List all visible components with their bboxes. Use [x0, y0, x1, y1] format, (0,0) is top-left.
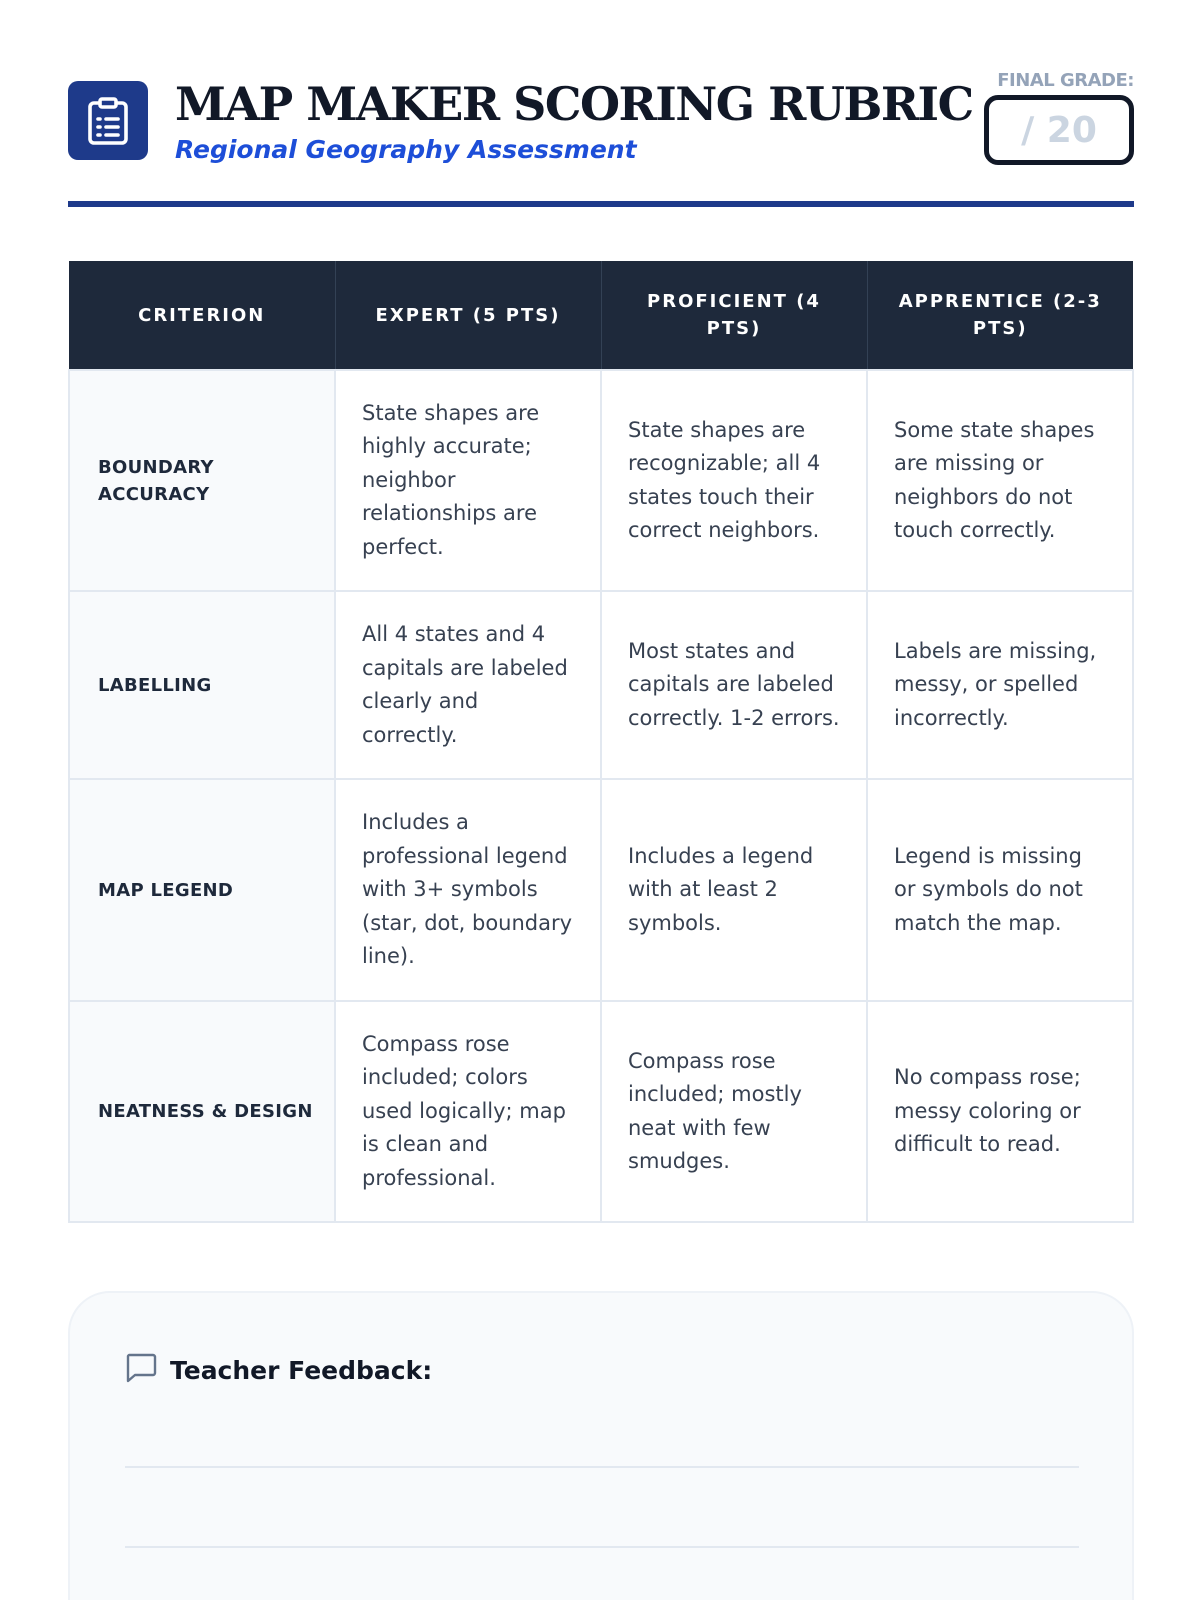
feedback-heading: [125, 1353, 432, 1387]
comment-icon: [125, 1353, 157, 1387]
criterion-cell: LABELLING: [69, 591, 335, 779]
criterion-cell: MAP LEGEND: [69, 779, 335, 1001]
feedback-line[interactable]: [125, 1546, 1079, 1548]
table-row: [69, 370, 1133, 591]
column-header-apprentice: APPRENTICE (2-3 PTS): [867, 261, 1133, 370]
apprentice-cell: Some state shapes are missing or neighbors do not touch correctly.: [867, 370, 1133, 591]
expert-cell: Compass rose included; colors used logically; map is clean and professional.: [335, 1001, 601, 1222]
criterion-cell: NEATNESS & DESIGN: [69, 1001, 335, 1222]
table-row: [69, 1001, 1133, 1222]
expert-cell: Includes a professional legend with 3+ symbols (star, dot, boundary line).: [335, 779, 601, 1001]
clipboard-list-icon: [68, 81, 148, 160]
rubric-table: [68, 261, 1134, 1223]
table-row: [69, 779, 1133, 1001]
expert-cell: State shapes are highly accurate; neighbor relationships are perfect.: [335, 370, 601, 591]
final-grade-label: FINAL GRADE:: [997, 70, 1134, 91]
column-header-criterion: CRITERION: [69, 261, 335, 370]
apprentice-cell: Legend is missing or symbols do not match the map.: [867, 779, 1133, 1001]
column-header-proficient: PROFICIENT (4 PTS): [601, 261, 867, 370]
feedback-line[interactable]: [125, 1466, 1079, 1468]
apprentice-cell: Labels are missing, messy, or spelled incorrectly.: [867, 591, 1133, 779]
page-subtitle: Regional Geography Assessment: [175, 135, 637, 164]
column-header-expert: EXPERT (5 PTS): [335, 261, 601, 370]
expert-cell: All 4 states and 4 capitals are labeled clearly and correctly.: [335, 591, 601, 779]
proficient-cell: Most states and capitals are labeled correctly. 1-2 errors.: [601, 591, 867, 779]
feedback-title: Teacher Feedback:: [170, 1355, 433, 1385]
criterion-cell: BOUNDARY ACCURACY: [69, 370, 335, 591]
header-divider: [68, 201, 1134, 207]
page-header: [68, 70, 1134, 178]
apprentice-cell: No compass rose; messy coloring or difficult to read.: [867, 1001, 1133, 1222]
proficient-cell: Includes a legend with at least 2 symbols.: [601, 779, 867, 1001]
final-grade-box: / 20: [984, 95, 1134, 165]
table-header-row: [69, 261, 1133, 370]
table-row: [69, 591, 1133, 779]
proficient-cell: State shapes are recognizable; all 4 states touch their correct neighbors.: [601, 370, 867, 591]
proficient-cell: Compass rose included; mostly neat with few smudges.: [601, 1001, 867, 1222]
teacher-feedback-panel: [68, 1291, 1134, 1600]
page-title: MAP MAKER SCORING RUBRIC: [175, 77, 973, 131]
